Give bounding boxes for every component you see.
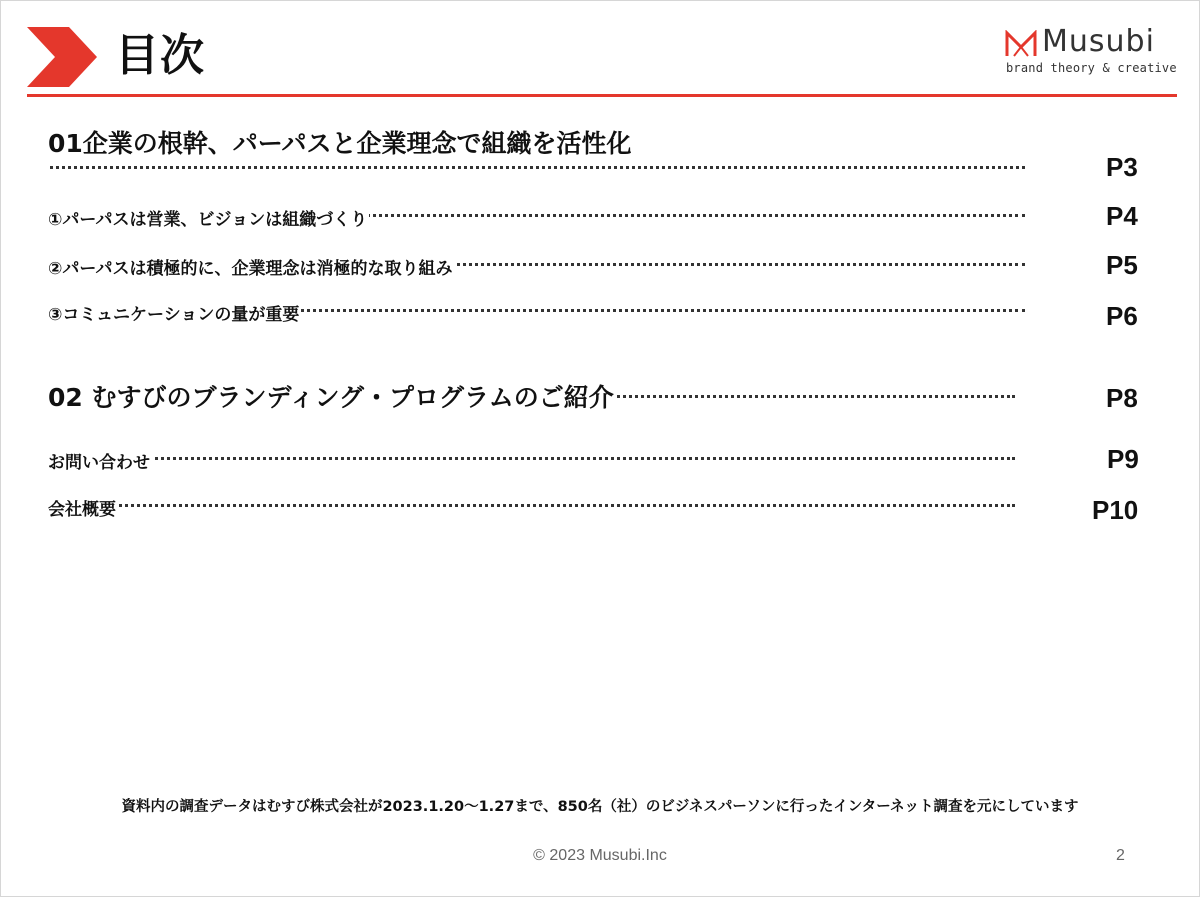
survey-footnote: 資料内の調査データはむすび株式会社が2023.1.20〜1.27まで、850名（社）のビジネスパーソンに行ったインターネット調査を元にしています — [121, 799, 1079, 815]
toc-item-page: P4 — [1106, 201, 1138, 231]
musubi-m-icon — [1004, 30, 1038, 58]
toc-item-label: お問い合わせ — [48, 448, 152, 473]
page-number: 2 — [1116, 847, 1125, 864]
toc-item-label: ③コミュニケーションの量が重要 — [48, 300, 301, 325]
chevron-arrow-icon — [27, 27, 97, 87]
toc-item-page: P3 — [1106, 152, 1138, 182]
logo-tagline: brand theory & creative — [1006, 61, 1177, 75]
logo-wordmark: Musubi — [1042, 24, 1155, 59]
dotted-leader — [50, 166, 1025, 169]
toc-item-label: 02 むすびのブランディング・プログラムのご紹介 — [48, 378, 616, 414]
toc-item-label: 会社概要 — [48, 495, 118, 520]
toc-item-page: P5 — [1106, 250, 1138, 280]
page-title: 目次 — [115, 30, 205, 81]
toc-item-page: P10 — [1092, 495, 1139, 525]
toc-item-label: 01企業の根幹、パーパスと企業理念で組織を活性化 — [48, 124, 634, 160]
toc-item-page: P9 — [1107, 444, 1139, 474]
toc-item-page: P6 — [1106, 301, 1138, 331]
dotted-leader — [48, 457, 1015, 460]
copyright-text: © 2023 Musubi.Inc — [533, 847, 667, 864]
header-divider — [27, 94, 1177, 97]
toc-item-page: P8 — [1106, 383, 1138, 413]
company-logo — [1004, 26, 1179, 78]
toc-item-label: ①パーパスは営業、ビジョンは組織づくり — [48, 205, 369, 230]
toc-item-label: ②パーパスは積極的に、企業理念は消極的な取り組み — [48, 254, 455, 279]
dotted-leader — [48, 504, 1015, 507]
